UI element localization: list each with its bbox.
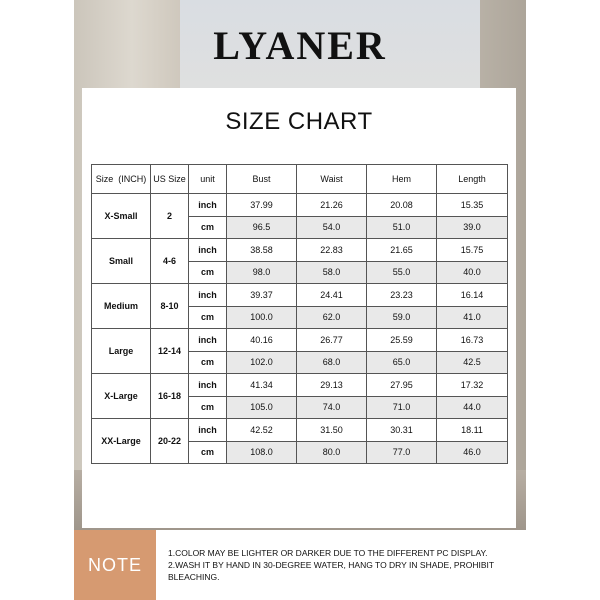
waist-cell: 24.41 — [297, 284, 367, 307]
bust-cell: 108.0 — [227, 441, 297, 464]
unit-cell: inch — [189, 419, 227, 442]
header-hem: Hem — [367, 165, 437, 194]
table-row — [92, 284, 508, 307]
size-cell: X-Large — [92, 374, 151, 419]
length-cell: 16.14 — [437, 284, 508, 307]
bust-cell: 105.0 — [227, 396, 297, 419]
brand-logo: LYANER — [213, 23, 387, 68]
bust-cell: 96.5 — [227, 216, 297, 239]
unit-cell: inch — [189, 239, 227, 262]
chart-title: SIZE CHART — [225, 108, 373, 135]
bust-cell: 98.0 — [227, 261, 297, 284]
size-cell: Medium — [92, 284, 151, 329]
waist-cell: 62.0 — [297, 306, 367, 329]
size-table — [91, 164, 508, 464]
note-line-1: 1.COLOR MAY BE LIGHTER OR DARKER DUE TO THE DIFFERENT PC DISPLAY. — [168, 548, 488, 558]
size-cell: X-Small — [92, 194, 151, 239]
unit-cell: inch — [189, 194, 227, 217]
us-size-cell: 2 — [151, 194, 189, 239]
unit-cell: cm — [189, 441, 227, 464]
frame-left-margin — [0, 0, 74, 600]
header-us-size: US Size — [151, 165, 189, 194]
length-cell: 15.75 — [437, 239, 508, 262]
bust-cell: 38.58 — [227, 239, 297, 262]
waist-cell: 21.26 — [297, 194, 367, 217]
hem-cell: 20.08 — [367, 194, 437, 217]
hem-cell: 51.0 — [367, 216, 437, 239]
note-text — [168, 547, 524, 583]
hem-cell: 21.65 — [367, 239, 437, 262]
bust-cell: 37.99 — [227, 194, 297, 217]
header-waist: Waist — [297, 165, 367, 194]
size-chart-panel — [82, 88, 516, 528]
waist-cell: 26.77 — [297, 329, 367, 352]
waist-cell: 22.83 — [297, 239, 367, 262]
table-row — [92, 329, 508, 352]
table-row — [92, 194, 508, 217]
us-size-cell: 4-6 — [151, 239, 189, 284]
waist-cell: 74.0 — [297, 396, 367, 419]
note-label: NOTE — [74, 530, 156, 600]
hem-cell: 25.59 — [367, 329, 437, 352]
frame-right-margin — [526, 0, 600, 600]
length-cell: 46.0 — [437, 441, 508, 464]
unit-cell: cm — [189, 396, 227, 419]
unit-cell: inch — [189, 374, 227, 397]
hem-cell: 77.0 — [367, 441, 437, 464]
unit-cell: inch — [189, 284, 227, 307]
bust-cell: 100.0 — [227, 306, 297, 329]
bust-cell: 40.16 — [227, 329, 297, 352]
waist-cell: 29.13 — [297, 374, 367, 397]
hem-cell: 30.31 — [367, 419, 437, 442]
bust-cell: 102.0 — [227, 351, 297, 374]
waist-cell: 54.0 — [297, 216, 367, 239]
length-cell: 40.0 — [437, 261, 508, 284]
header-size: Size (INCH) — [92, 165, 151, 194]
header-length: Length — [437, 165, 508, 194]
us-size-cell: 8-10 — [151, 284, 189, 329]
table-header-row — [92, 165, 508, 194]
length-cell: 42.5 — [437, 351, 508, 374]
us-size-cell: 20-22 — [151, 419, 189, 464]
us-size-cell: 12-14 — [151, 329, 189, 374]
hem-cell: 71.0 — [367, 396, 437, 419]
length-cell: 44.0 — [437, 396, 508, 419]
header-bust: Bust — [227, 165, 297, 194]
header-unit: unit — [189, 165, 227, 194]
table-row — [92, 419, 508, 442]
bust-cell: 41.34 — [227, 374, 297, 397]
length-cell: 41.0 — [437, 306, 508, 329]
hem-cell: 55.0 — [367, 261, 437, 284]
table-row — [92, 239, 508, 262]
length-cell: 18.11 — [437, 419, 508, 442]
length-cell: 16.73 — [437, 329, 508, 352]
table-row — [92, 374, 508, 397]
waist-cell: 58.0 — [297, 261, 367, 284]
hem-cell: 65.0 — [367, 351, 437, 374]
bust-cell: 39.37 — [227, 284, 297, 307]
unit-cell: cm — [189, 261, 227, 284]
waist-cell: 68.0 — [297, 351, 367, 374]
unit-cell: cm — [189, 306, 227, 329]
note-line-2: 2.WASH IT BY HAND IN 30-DEGREE WATER, HANG TO DRY IN SHADE, PROHIBIT BLEACHING. — [168, 560, 494, 582]
hem-cell: 59.0 — [367, 306, 437, 329]
bust-cell: 42.52 — [227, 419, 297, 442]
size-cell: Large — [92, 329, 151, 374]
waist-cell: 80.0 — [297, 441, 367, 464]
waist-cell: 31.50 — [297, 419, 367, 442]
length-cell: 15.35 — [437, 194, 508, 217]
length-cell: 17.32 — [437, 374, 508, 397]
us-size-cell: 16-18 — [151, 374, 189, 419]
hem-cell: 23.23 — [367, 284, 437, 307]
size-cell: Small — [92, 239, 151, 284]
unit-cell: cm — [189, 216, 227, 239]
unit-cell: inch — [189, 329, 227, 352]
size-cell: XX-Large — [92, 419, 151, 464]
unit-cell: cm — [189, 351, 227, 374]
length-cell: 39.0 — [437, 216, 508, 239]
hem-cell: 27.95 — [367, 374, 437, 397]
